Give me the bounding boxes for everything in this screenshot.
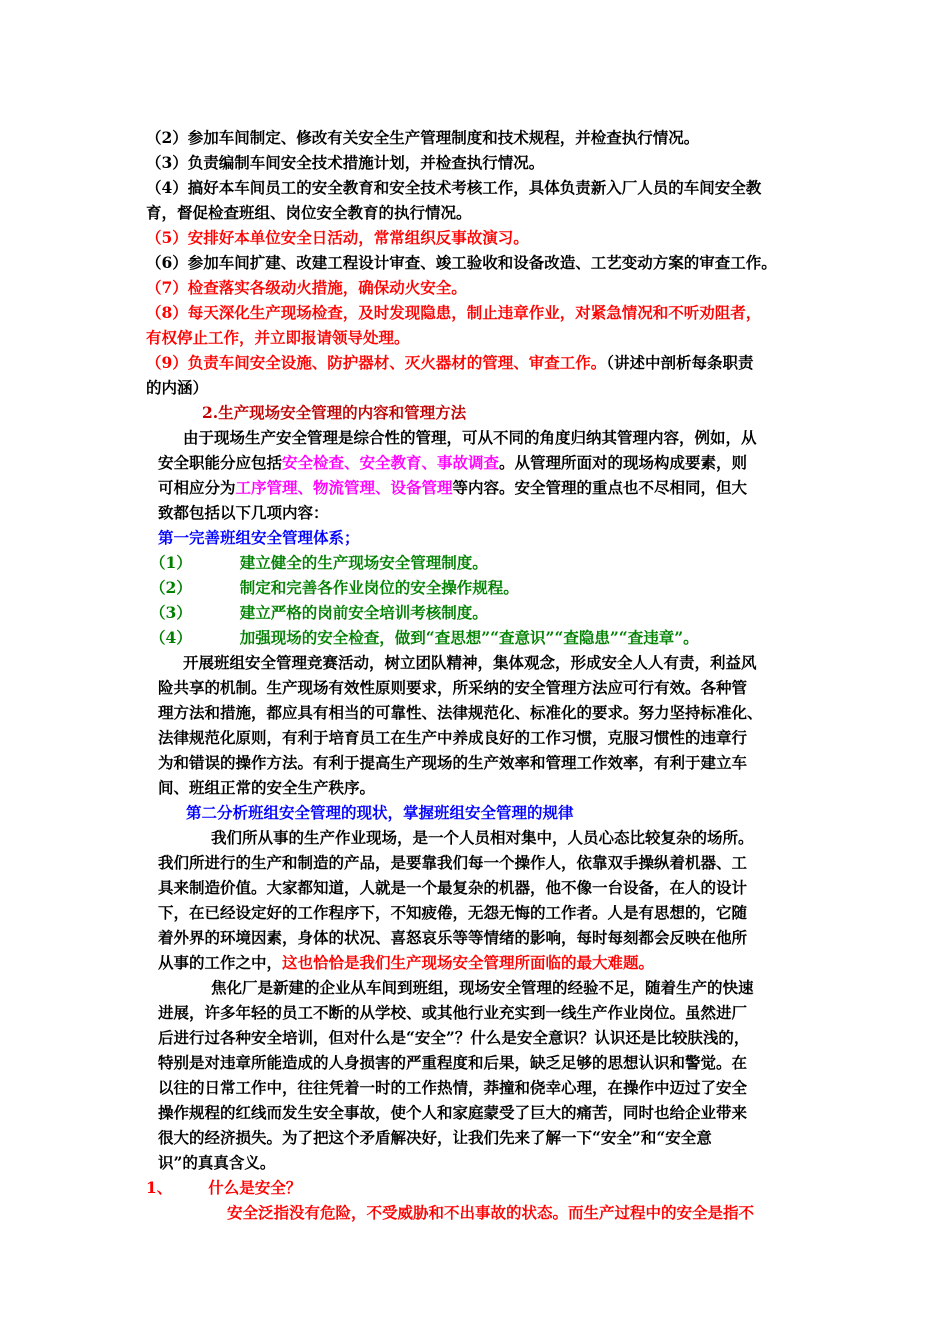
para2-line2: 险共享的机制。生产现场有效性原则要求，所采纳的安全管理方法应可行有效。各种管 [158, 678, 748, 697]
para1-line3-c: 等内容。安全管理的重点也不尽相同，但大 [452, 478, 748, 497]
list-item-1 [150, 551, 488, 575]
para3-line6-a: 从事的工作之中， [158, 953, 283, 972]
para3-line2: 我们所进行的生产和制造的产品，是要靠我们每一个操作人，依靠双手操纵着机器、工 [158, 853, 748, 872]
question-text: 什么是安全？ [208, 1178, 302, 1197]
para4-line8: 识”的真真含义。 [158, 1153, 276, 1172]
para2-line5: 为和错误的操作方法。有利于提高生产现场的生产效率和管理工作效率，有利于建立车 [158, 753, 748, 772]
para1-line2 [158, 451, 747, 475]
para3-line5: 着外界的环境因素，身体的状况、喜怒哀乐等等情绪的影响，每时每刻都会反映在他所 [158, 928, 748, 947]
duty-line-8b: 有权停止工作，并立即报请领导处理。 [146, 328, 410, 347]
list-item-3 [150, 601, 488, 625]
para4-line3: 后进行过各种安全培训，但对什么是“安全”？什么是安全意识？认识还是比较肤浅的， [158, 1028, 750, 1047]
duty-line-9 [146, 351, 754, 375]
first-heading: 第一完善班组安全管理体系； [158, 528, 360, 547]
duty-line-4b: 育，督促检查班组、岗位安全教育的执行情况。 [146, 203, 472, 222]
para3-line4: 下，在已经设定好的工作程序下，不知疲倦，无怨无悔的工作者。人是有思想的，它随 [158, 903, 748, 922]
duty-line-8a: （8）每天深化生产现场检查，及时发现隐患，制止违章作业，对紧急情况和不听劝阻者， [146, 303, 762, 322]
duty-line-5: （5）安排好本单位安全日活动，常常组织反事故演习。 [146, 228, 529, 247]
para4-line6: 操作规程的红线而发生安全事故，使个人和家庭蒙受了巨大的痛苦，同时也给企业带来 [158, 1103, 748, 1122]
list-item-text: 建立健全的生产现场安全管理制度。 [239, 553, 488, 572]
list-item-4 [150, 626, 699, 650]
para4-line5: 以往的日常工作中，往往凭着一时的工作热情，莽撞和侥幸心理，在操作中迈过了安全 [158, 1078, 748, 1097]
list-item-2 [150, 576, 519, 600]
para4-line2: 进展，许多年轻的员工不断的从学校、或其他行业充实到一线生产作业岗位。虽然进厂 [158, 1003, 748, 1022]
safety-functions-highlight: 安全检查、安全教育、事故调查 [282, 453, 500, 472]
para2-line3: 理方法和措施，都应具有相当的可靠性、法律规范化、标准化的要求。努力坚持标准化、 [158, 703, 763, 722]
safety-definition: 安全泛指没有危险，不受威胁和不出事故的状态。而生产过程中的安全是指不 [227, 1203, 755, 1222]
list-item-number: （2） [150, 578, 192, 597]
duty-line-7: （7）检查落实各级动火措施，确保动火安全。 [146, 278, 467, 297]
question-heading [146, 1176, 301, 1200]
duty-note: （讲述中剖析每条职责 [606, 353, 754, 372]
para2-line6: 间、班组正常的安全生产秩序。 [158, 778, 376, 797]
duty-note-end: 的内涵） [146, 378, 209, 397]
second-heading: 第二分析班组安全管理的现状，掌握班组安全管理的规律 [186, 803, 574, 822]
para1-line4: 致都包括以下几项内容： [158, 503, 329, 522]
duty-line-2: （2）参加车间制定、修改有关安全生产管理制度和技术规程，并检查执行情况。 [146, 128, 700, 147]
management-elements-highlight: 工序管理、物流管理、设备管理 [235, 478, 453, 497]
list-item-text: 制定和完善各作业岗位的安全操作规程。 [239, 578, 519, 597]
duty-line-6: （6）参加车间扩建、改建工程设计审查、竣工验收和设备改造、工艺变动方案的审查工作。 [146, 253, 777, 272]
para3-line3: 具来制造价值。大家都知道，人就是一个最复杂的机器，他不像一台设备，在人的设计 [158, 878, 748, 897]
duty-line-9-text: （9）负责车间安全设施、防护器材、灭火器材的管理、审查工作。 [146, 353, 607, 372]
para4-line7: 很大的经济损失。为了把这个矛盾解决好，让我们先来了解一下“安全”和“安全意 [158, 1128, 712, 1147]
list-item-text: 建立严格的岗前安全培训考核制度。 [239, 603, 488, 622]
list-item-number: （3） [150, 603, 192, 622]
key-challenge-highlight: 这也恰恰是我们生产现场安全管理所面临的最大难题。 [282, 953, 655, 972]
para1-line2-a: 安全职能分应包括 [158, 453, 283, 472]
para4-line1: 焦化厂是新建的企业从车间到班组，现场安全管理的经验不足，随着生产的快速 [211, 978, 754, 997]
para1-line3-a: 可相应分为 [158, 478, 236, 497]
para3-line6 [158, 951, 654, 975]
list-item-text: 加强现场的安全检查，做到“查思想”“查意识”“查隐患”“查违章”。 [239, 628, 699, 647]
list-item-number: （1） [150, 553, 192, 572]
para2-line4: 法律规范化原则，有利于培育员工在生产中养成良好的工作习惯，克服习惯性的违章行 [158, 728, 748, 747]
para4-line4: 特别是对违章所能造成的人身损害的严重程度和后果，缺乏足够的思想认识和警觉。在 [158, 1053, 748, 1072]
duty-line-3: （3）负责编制车间安全技术措施计划，并检查执行情况。 [146, 153, 545, 172]
para1-line3 [158, 476, 747, 500]
section-heading: 2.生产现场安全管理的内容和管理方法 [202, 403, 467, 422]
question-number: 1、 [146, 1178, 173, 1197]
para1-line1: 由于现场生产安全管理是综合性的管理，可从不同的角度归纳其管理内容，例如，从 [183, 428, 757, 447]
duty-line-4a: （4）搞好本车间员工的安全教育和安全技术考核工作，具体负责新入厂人员的车间安全教 [146, 178, 762, 197]
para2-line1: 开展班组安全管理竞赛活动，树立团队精神，集体观念，形成安全人人有责，利益风 [183, 653, 757, 672]
para1-line2-c: 。从管理所面对的现场构成要素，则 [499, 453, 748, 472]
list-item-number: （4） [150, 628, 192, 647]
para3-line1: 我们所从事的生产作业现场，是一个人员相对集中，人员心态比较复杂的场所。 [211, 828, 754, 847]
